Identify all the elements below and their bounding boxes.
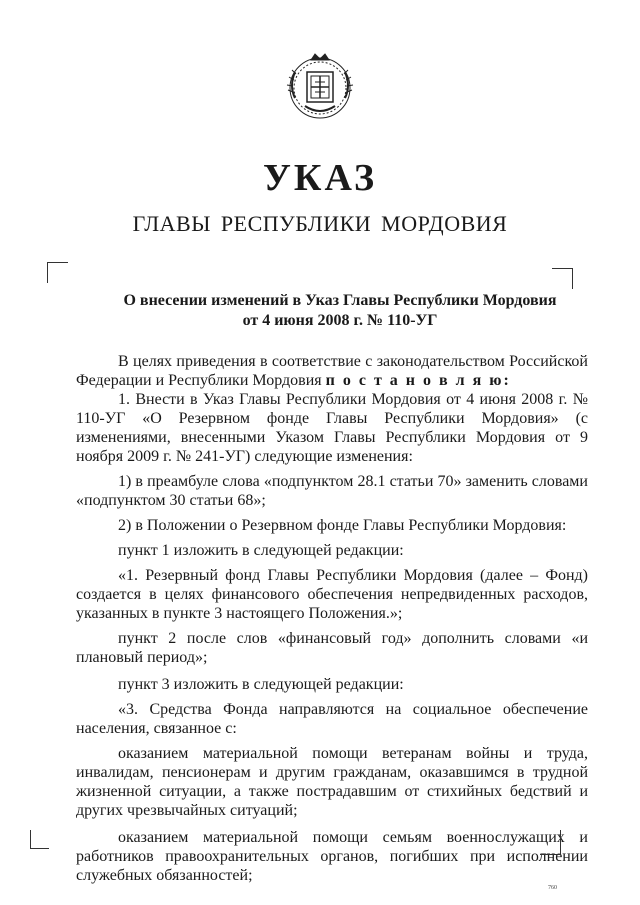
paragraph-preamble bbox=[76, 352, 588, 390]
document-body bbox=[76, 352, 588, 885]
heading-line-1: О внесении изменений в Указ Главы Республики Мордовия bbox=[123, 292, 557, 309]
coat-of-arms-icon bbox=[281, 46, 359, 126]
paragraph-item-1: 1. Внести в Указ Главы Республики Мордовия от 4 июня 2008 г. № 110-УГ «О Резервном фонде Главы Республики Мордовия» (с изменениями, внесенными Указом Главы Республики Мордовия от 9 ноября 2009 г. № 241-УГ) следующие изменения: bbox=[76, 391, 588, 465]
document-subtitle: ГЛАВЫ РЕСПУБЛИКИ МОРДОВИЯ bbox=[132, 211, 508, 236]
paragraph-point-3-intro: пункт 3 изложить в следующей редакции: bbox=[118, 676, 404, 693]
paragraph-point-3-item-1: оказанием материальной помощи ветеранам войны и труда, инвалидам, пенсионерам и другим гражданам, оказавшимся в трудной жизненной ситуации, а также пострадавшим от стихийных бедствий и других чрезвычайных ситуаций; bbox=[76, 745, 588, 819]
page-mark: 760 bbox=[548, 885, 557, 891]
document-heading bbox=[100, 291, 580, 331]
heading-line-2: от 4 июня 2008 г. № 110-УГ bbox=[242, 312, 438, 329]
corner-mark-top-left bbox=[47, 262, 68, 283]
corner-mark-bottom-left bbox=[30, 830, 49, 849]
paragraph-subitem-2: 2) в Положении о Резервном фонде Главы Республики Мордовия: bbox=[118, 517, 567, 534]
paragraph-point-2: пункт 2 после слов «финансовый год» дополнить словами «и плановый период»; bbox=[76, 630, 588, 666]
preamble-text: В целях приведения в соответствие с законодательством Российской Федерации и Республики Мордовия bbox=[76, 353, 588, 389]
paragraph-point-1-text: «1. Резервный фонд Главы Республики Мордовия (далее – Фонд) создается в целях финансового обеспечения непредвиденных расходов, указанных в пункте 3 настоящего Положения.»; bbox=[76, 567, 588, 622]
decree-word: п о с т а н о в л я ю: bbox=[325, 372, 511, 389]
paragraph-point-3-text: «3. Средства Фонда направляются на социальное обеспечение населения, связанное с: bbox=[76, 701, 588, 737]
corner-mark-bottom-right bbox=[540, 830, 561, 855]
paragraph-subitem-1: 1) в преамбуле слова «подпунктом 28.1 статьи 70» заменить словами «подпунктом 30 статьи 68»; bbox=[76, 473, 588, 509]
document-title: УКАЗ bbox=[263, 157, 377, 199]
corner-mark-top-right bbox=[552, 268, 573, 289]
paragraph-point-1-intro: пункт 1 изложить в следующей редакции: bbox=[118, 542, 404, 559]
paragraph-point-3-item-2: оказанием материальной помощи семьям военнослужащих и работников правоохранительных органов, погибших при исполнении служебных обязанностей; bbox=[76, 829, 588, 884]
